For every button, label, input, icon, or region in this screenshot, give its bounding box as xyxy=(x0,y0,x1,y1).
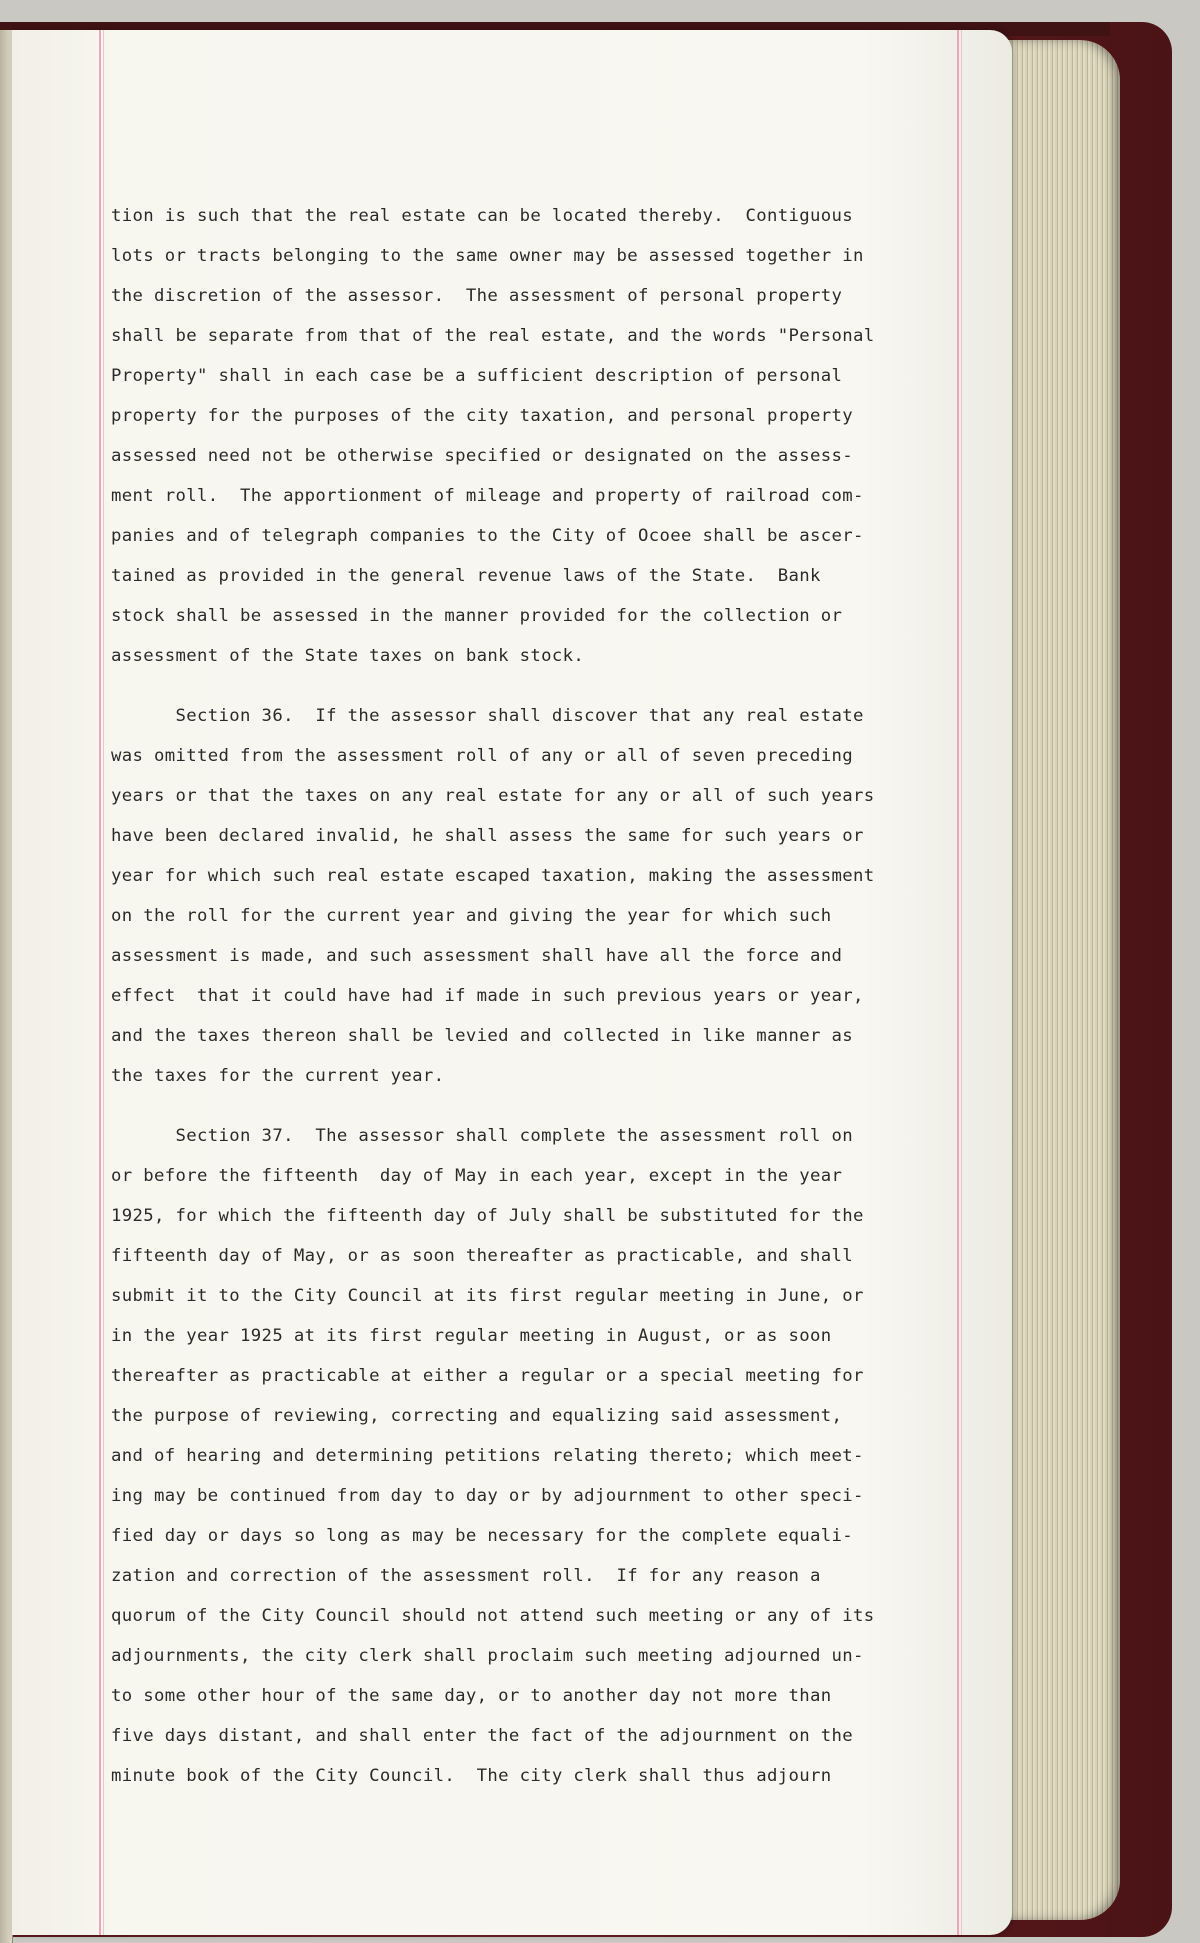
text-line: the discretion of the assessor. The assessment of personal property xyxy=(111,286,843,306)
text-line: to some other hour of the same day, or to another day not more than xyxy=(111,1686,832,1706)
text-line: was omitted from the assessment roll of any or all of seven preceding xyxy=(111,746,854,766)
text-line: Section 37. The assessor shall complete the assessment roll on xyxy=(111,1126,854,1146)
paragraph-continuation xyxy=(111,196,961,676)
text-line: the taxes for the current year. xyxy=(111,1066,445,1086)
text-line: assessment is made, and such assessment shall have all the force and xyxy=(111,946,843,966)
text-line: Property" shall in each case be a sufficient description of personal xyxy=(111,366,843,386)
text-line: ing may be continued from day to day or by adjournment to other speci- xyxy=(111,1486,864,1506)
text-line: fifteenth day of May, or as soon thereafter as practicable, and shall xyxy=(111,1246,854,1266)
text-line: minute book of the City Council. The city clerk shall thus adjourn xyxy=(111,1766,832,1786)
text-line: fied day or days so long as may be necessary for the complete equali- xyxy=(111,1526,854,1546)
text-line: assessed need not be otherwise specified or designated on the assess- xyxy=(111,446,854,466)
text-line: tained as provided in the general revenue laws of the State. Bank xyxy=(111,566,821,586)
text-line: five days distant, and shall enter the fact of the adjournment on the xyxy=(111,1726,854,1746)
text-line: tion is such that the real estate can be located thereby. Contiguous xyxy=(111,206,854,226)
text-line: year for which such real estate escaped taxation, making the assessment xyxy=(111,866,875,886)
text-line: and the taxes thereon shall be levied and collected in like manner as xyxy=(111,1026,854,1046)
text-line: assessment of the State taxes on bank stock. xyxy=(111,646,585,666)
text-line: zation and correction of the assessment roll. If for any reason a xyxy=(111,1566,821,1586)
typed-text-body xyxy=(111,196,961,1796)
text-line: and of hearing and determining petitions relating thereto; which meet- xyxy=(111,1446,864,1466)
text-line: effect that it could have had if made in such previous years or year, xyxy=(111,986,864,1006)
text-line: in the year 1925 at its first regular meeting in August, or as soon xyxy=(111,1326,832,1346)
text-line: panies and of telegraph companies to the City of Ocoee shall be ascer- xyxy=(111,526,864,546)
text-line: the purpose of reviewing, correcting and equalizing said assessment, xyxy=(111,1406,843,1426)
left-margin-rule xyxy=(99,30,101,1935)
text-line: years or that the taxes on any real estate for any or all of such years xyxy=(111,786,875,806)
text-line: thereafter as practicable at either a regular or a special meeting for xyxy=(111,1366,864,1386)
text-line: adjournments, the city clerk shall proclaim such meeting adjourned un- xyxy=(111,1646,864,1666)
paragraph-section-37 xyxy=(111,1116,961,1796)
left-margin-rule-inner xyxy=(103,30,104,1935)
paragraph-section-36 xyxy=(111,696,961,1096)
text-line: 1925, for which the fifteenth day of July shall be substituted for the xyxy=(111,1206,864,1226)
text-line: on the roll for the current year and giving the year for which such xyxy=(111,906,832,926)
text-line: quorum of the City Council should not attend such meeting or any of its xyxy=(111,1606,875,1626)
text-line: ment roll. The apportionment of mileage and property of railroad com- xyxy=(111,486,864,506)
text-line: shall be separate from that of the real estate, and the words "Personal xyxy=(111,326,875,346)
text-line: have been declared invalid, he shall assess the same for such years or xyxy=(111,826,864,846)
text-line: submit it to the City Council at its first regular meeting in June, or xyxy=(111,1286,864,1306)
text-line: lots or tracts belonging to the same owner may be assessed together in xyxy=(111,246,864,266)
text-line: property for the purposes of the city taxation, and personal property xyxy=(111,406,854,426)
right-margin-rule-inner xyxy=(961,30,962,1935)
text-line: or before the fifteenth day of May in each year, except in the year xyxy=(111,1166,843,1186)
text-line: stock shall be assessed in the manner provided for the collection or xyxy=(111,606,843,626)
text-line: Section 36. If the assessor shall discover that any real estate xyxy=(111,706,864,726)
